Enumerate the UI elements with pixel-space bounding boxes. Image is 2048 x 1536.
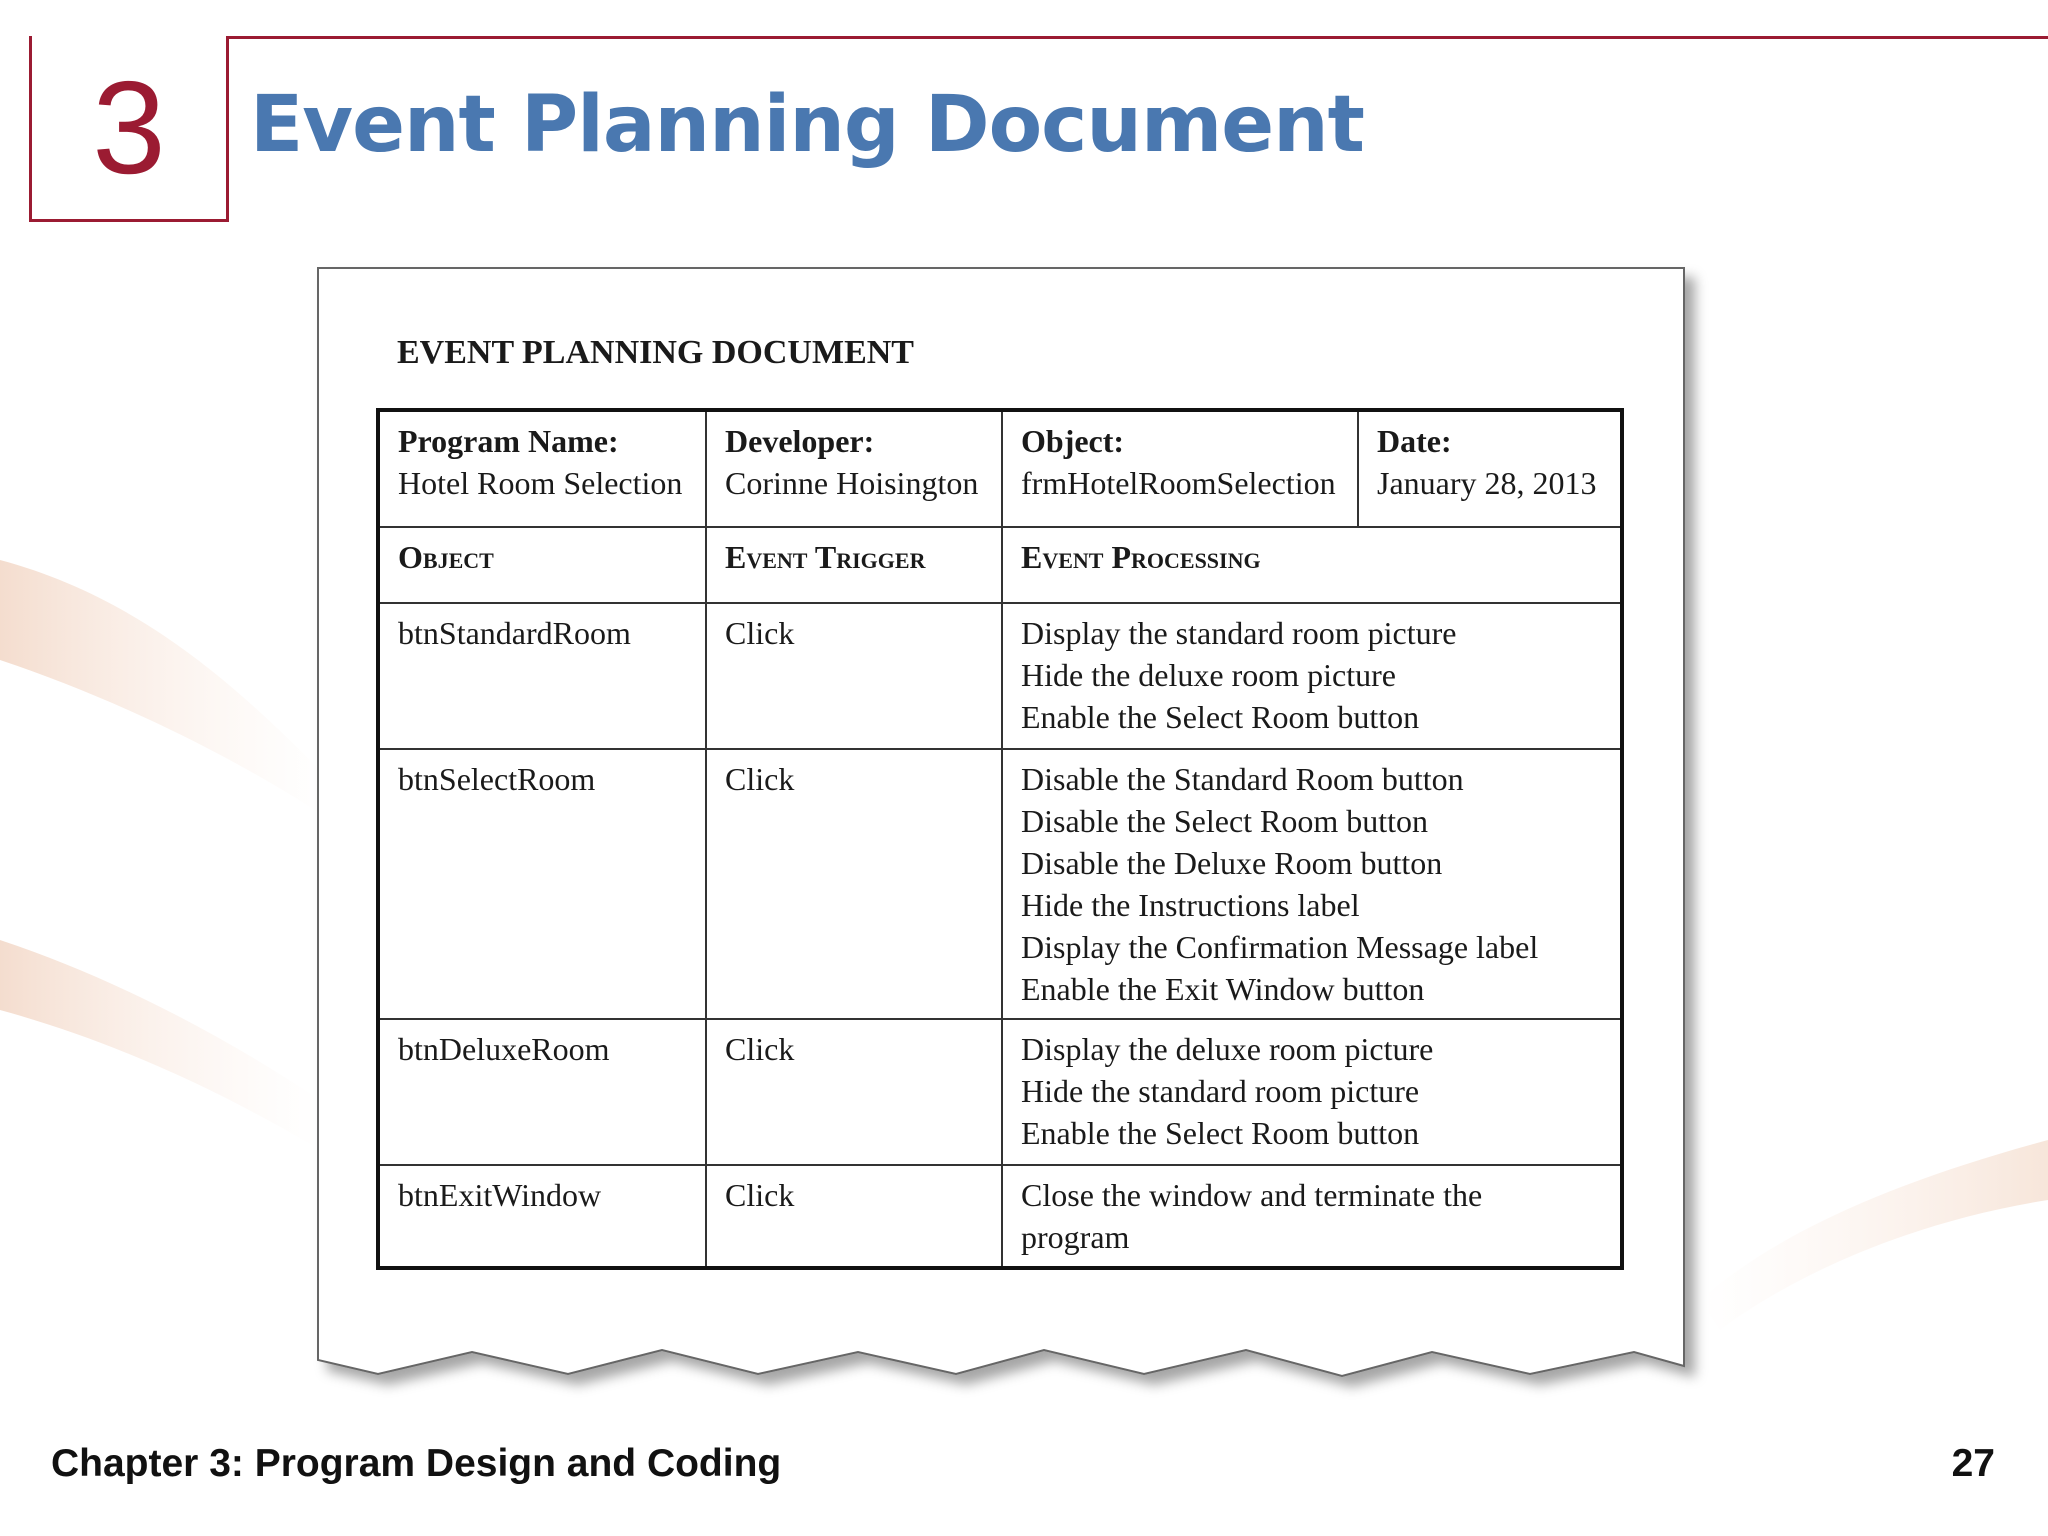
object-value: frmHotelRoomSelection: [1021, 465, 1336, 501]
table-row: [378, 1165, 1622, 1268]
date-label: Date:: [1377, 423, 1452, 459]
table-row: [378, 603, 1622, 749]
column-header-event-trigger: Event Trigger: [706, 527, 1002, 603]
footer-chapter-title: Chapter 3: Program Design and Coding: [51, 1442, 782, 1485]
processing-step: Disable the Standard Room button: [1021, 761, 1464, 797]
processing-step: Hide the Instructions label: [1021, 887, 1360, 923]
processing-step: Enable the Select Room button: [1021, 1115, 1420, 1151]
slide-title: Event Planning Document: [250, 80, 1364, 170]
column-header-row: [378, 527, 1622, 603]
event-trigger: Click: [706, 1019, 1002, 1165]
column-header-object: Object: [378, 527, 706, 603]
object-name: btnSelectRoom: [378, 749, 706, 1019]
date-value: January 28, 2013: [1377, 465, 1597, 501]
program-name-label: Program Name:: [398, 423, 619, 459]
processing-step: Disable the Deluxe Room button: [1021, 845, 1443, 881]
column-header-event-processing: Event Processing: [1002, 527, 1622, 603]
developer-value: Corinne Hoisington: [725, 465, 979, 501]
processing-step: Hide the deluxe room picture: [1021, 657, 1396, 693]
event-processing: [1002, 749, 1622, 1019]
processing-step: Close the window and terminate the: [1021, 1177, 1483, 1213]
program-name-value: Hotel Room Selection: [398, 465, 683, 501]
chapter-number: 3: [92, 53, 166, 201]
processing-step: Hide the standard room picture: [1021, 1073, 1420, 1109]
footer-page-number: 27: [1951, 1442, 1995, 1485]
processing-step: program: [1021, 1219, 1130, 1255]
processing-step: Display the Confirmation Message label: [1021, 929, 1539, 965]
object-name: btnStandardRoom: [378, 603, 706, 749]
processing-step: Enable the Select Room button: [1021, 699, 1420, 735]
table-row: [378, 749, 1622, 1019]
developer-label: Developer:: [725, 423, 875, 459]
document-heading: EVENT PLANNING DOCUMENT: [397, 334, 914, 371]
event-trigger: Click: [706, 603, 1002, 749]
event-planning-table: [376, 408, 1624, 1270]
processing-step: Enable the Exit Window button: [1021, 971, 1425, 1007]
processing-step: Display the deluxe room picture: [1021, 1031, 1434, 1067]
object-name: btnDeluxeRoom: [378, 1019, 706, 1165]
processing-step: Display the standard room picture: [1021, 615, 1457, 651]
object-cell: [1002, 410, 1358, 527]
program-name-cell: [378, 410, 706, 527]
event-trigger: Click: [706, 1165, 1002, 1268]
event-trigger: Click: [706, 749, 1002, 1019]
info-row: [378, 410, 1622, 527]
event-processing: [1002, 1019, 1622, 1165]
date-cell: [1358, 410, 1622, 527]
event-processing: [1002, 603, 1622, 749]
processing-step: Disable the Select Room button: [1021, 803, 1429, 839]
object-label: Object:: [1021, 423, 1125, 459]
developer-cell: [706, 410, 1002, 527]
object-name: btnExitWindow: [378, 1165, 706, 1268]
event-processing: [1002, 1165, 1622, 1268]
table-row: [378, 1019, 1622, 1165]
